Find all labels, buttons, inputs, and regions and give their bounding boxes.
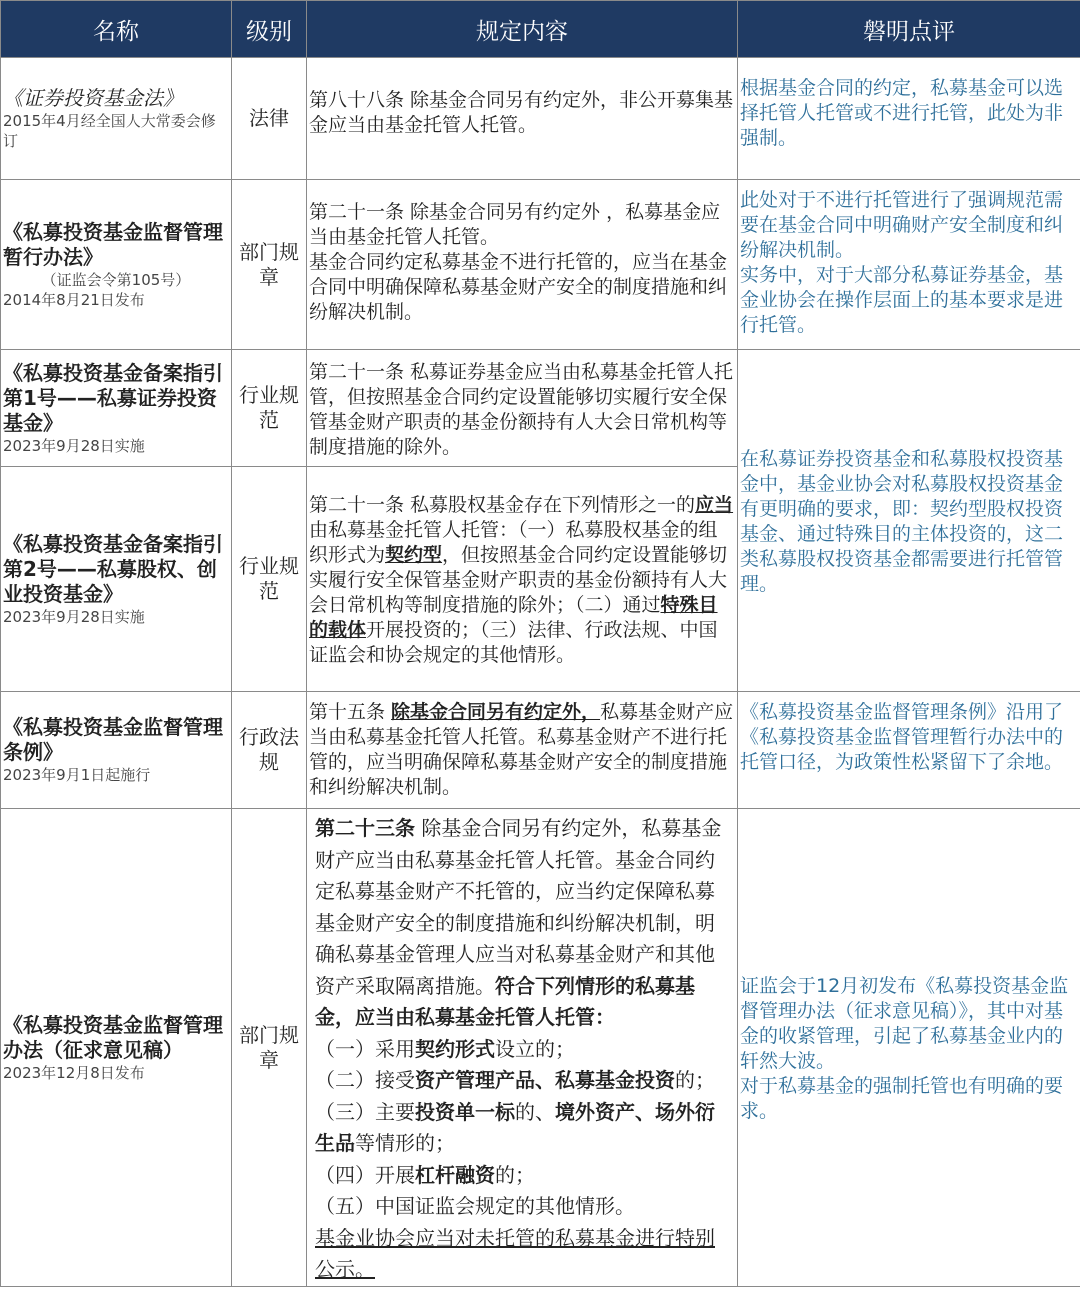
- law-title: 《私募投资基金监督管理条例》: [3, 715, 223, 764]
- content-emphasis: 契约型: [385, 544, 443, 566]
- content-item: [315, 1097, 731, 1160]
- law-date: 2015年4月经全国人大常委会修订: [3, 112, 216, 150]
- comment-text: 证监会于12月初发布《私募投资基金监督管理办法（征求意见稿）》，其中对基金的收紧管理，引起了私募基金业内的轩然大波。: [740, 975, 1069, 1072]
- header-comment: 磐明点评: [738, 1, 1080, 58]
- comment-text: 实务中，对于大部分私募证券基金，基金业协会在操作层面上的基本要求是进行托管。: [740, 264, 1064, 336]
- content-text: 开展投资的；（三）法律、行政法规、中国证监会和协会规定的其他情形。: [309, 619, 718, 666]
- table-row: [1, 350, 1080, 467]
- content-cell: [307, 350, 738, 467]
- content-emphasis: 除基金合同另有约定外，: [391, 701, 601, 723]
- law-title: 《私募投资基金监督管理办法（征求意见稿）: [3, 1012, 223, 1062]
- law-date: 2023年12月8日发布: [3, 1063, 145, 1082]
- content-cell: [307, 180, 738, 350]
- law-title: 《私募投资基金备案指引第2号——私募股权、创业投资基金》: [3, 531, 223, 606]
- law-date: 2023年9月28日实施: [3, 436, 145, 455]
- content-text: 第二十一条 私募股权基金存在下列情形之一的: [309, 494, 696, 516]
- content-text: 第二十一条 私募证券基金应当由私募基金托管人托管，但按照基金合同约定设置能够切实履行安全保管基金财产职责的基金份额持有人大会日常机构等制度措施的除外。: [309, 360, 734, 458]
- content-item: （五）中国证监会规定的其他情形。: [315, 1194, 635, 1218]
- level-cell: 行政法规: [232, 692, 307, 809]
- content-text: （一）采用: [315, 1036, 415, 1061]
- content-text: 第八十八条 除基金合同另有约定外，非公开募集基金应当由基金托管人托管。: [309, 89, 734, 136]
- content-emphasis: 杠杆融资: [415, 1162, 495, 1187]
- header-content: 规定内容: [307, 1, 738, 58]
- name-cell: [1, 350, 232, 467]
- header-row: [1, 1, 1080, 58]
- table-row: [1, 809, 1080, 1287]
- name-cell: [1, 467, 232, 692]
- content-text: （四）开展: [315, 1162, 415, 1187]
- table-row: [1, 58, 1080, 180]
- content-text: ，但按照基金合同约定设置能够切实履行安全保管基金财产职责的基金份额持有人大会日常机构等制度措施的除外；（二）通过: [309, 544, 728, 616]
- content-text: 私募基金财产应当由私募基金托管人托管。私募基金财产不进行托管的，应当明确保障私募基金财产安全的制度措施和纠纷解决机制。: [309, 701, 734, 798]
- comment-text: 对于私募基金的强制托管也有明确的要求。: [740, 1075, 1064, 1122]
- law-title: 《私募投资基金监督管理暂行办法》: [3, 219, 223, 269]
- level-cell: 行业规范: [232, 467, 307, 692]
- comment-text: 根据基金合同的约定，私募基金可以选择托管人托管或不进行托管，此处为非强制。: [740, 77, 1064, 149]
- content-emphasis: 应当: [695, 494, 734, 516]
- level-cell: 法律: [232, 58, 307, 180]
- table-row: [1, 180, 1080, 350]
- content-cell: [307, 692, 738, 809]
- content-text: 基金合同约定私募基金不进行托管的，应当在基金合同中明确保障私募基金财产安全的制度措施和纠纷解决机制。: [309, 251, 728, 323]
- content-item: [315, 1160, 731, 1192]
- content-emphasis: 资产管理产品、私募基金投资: [415, 1068, 675, 1092]
- content-cell: [307, 809, 738, 1287]
- content-cell: [307, 58, 738, 180]
- content-text: 的、: [515, 1099, 555, 1124]
- law-title: 《私募投资基金备案指引第1号——私募证券投资基金》: [3, 360, 223, 435]
- content-emphasis: 投资单一标: [415, 1099, 515, 1124]
- level-cell: 行业规范: [232, 350, 307, 467]
- content-text: （三）主要: [315, 1099, 415, 1124]
- level-cell: 部门规章: [232, 809, 307, 1287]
- content-text: 等情形的；: [355, 1131, 455, 1155]
- comment-cell-merged: [738, 350, 1080, 692]
- content-cell: [307, 467, 738, 692]
- table-row: [1, 692, 1080, 809]
- name-cell: [1, 180, 232, 350]
- content-emphasis: 第二十三条: [315, 816, 415, 840]
- law-title: 《证券投资基金法》: [3, 86, 183, 110]
- law-date: 2023年9月1日起施行: [3, 766, 151, 784]
- content-text: 的；: [675, 1068, 715, 1092]
- content-item: [315, 1065, 731, 1097]
- content-text: 第二十一条 除基金合同另有约定外 ，私募基金应当由基金托管人托管。: [309, 201, 721, 248]
- content-text: 除基金合同另有约定外，私募基金财产应当由私募基金托管人托管。基金合同约定私募基金财产不托管的，应当约定保障私募基金财产安全的制度措施和纠纷解决机制，明确私募基金管理人应当对私募基金财产和其他资产采取隔离措施。: [315, 816, 722, 998]
- name-cell: [1, 58, 232, 180]
- comment-text: 《私募投资基金监督管理条例》沿用了《私募投资基金监督管理暂行办法中的托管口径，为政策性松紧留下了余地。: [740, 701, 1064, 773]
- content-text: 设立的；: [495, 1036, 575, 1061]
- content-text: 由私募基金托管人托管：（一）私募股权基金的组织形式为: [309, 519, 718, 566]
- content-text: 第十五条: [309, 701, 392, 723]
- content-emphasis: 符合下列情形的私募基金，应当由私募基金托管人托管：: [315, 973, 695, 1029]
- comment-cell: [738, 809, 1080, 1287]
- content-emphasis: 契约形式: [415, 1036, 495, 1061]
- comment-text: 此处对于不进行托管进行了强调规范需要在基金合同中明确财产安全制度和纠纷解决机制。: [740, 189, 1064, 261]
- content-text: 的；: [495, 1162, 535, 1187]
- name-cell: [1, 692, 232, 809]
- header-level: 级别: [232, 1, 307, 58]
- content-emphasis: 特殊目的载体: [309, 594, 718, 641]
- comment-cell: [738, 692, 1080, 809]
- comment-cell: [738, 180, 1080, 350]
- law-number: （证监会令第105号）: [41, 270, 191, 289]
- law-date: 2023年9月28日实施: [3, 607, 145, 626]
- content-text: （二）接受: [315, 1068, 415, 1092]
- comment-text: 在私募证券投资基金和私募股权投资基金中，基金业协会对私募股权投资基金有更明确的要求，即：契约型股权投资基金、通过特殊目的主体投资的，这二类私募股权投资基金都需要进行托管管理。: [740, 448, 1064, 595]
- name-cell: [1, 809, 232, 1287]
- content-note: 基金业协会应当对未托管的私募基金进行特别公示。: [315, 1225, 715, 1281]
- content-emphasis: 境外资产、场外衍生品: [315, 1099, 715, 1155]
- law-date: 2014年8月21日发布: [3, 290, 145, 309]
- header-name: 名称: [1, 1, 232, 58]
- content-item: [315, 1034, 731, 1066]
- comment-cell: [738, 58, 1080, 180]
- level-cell: 部门规章: [232, 180, 307, 350]
